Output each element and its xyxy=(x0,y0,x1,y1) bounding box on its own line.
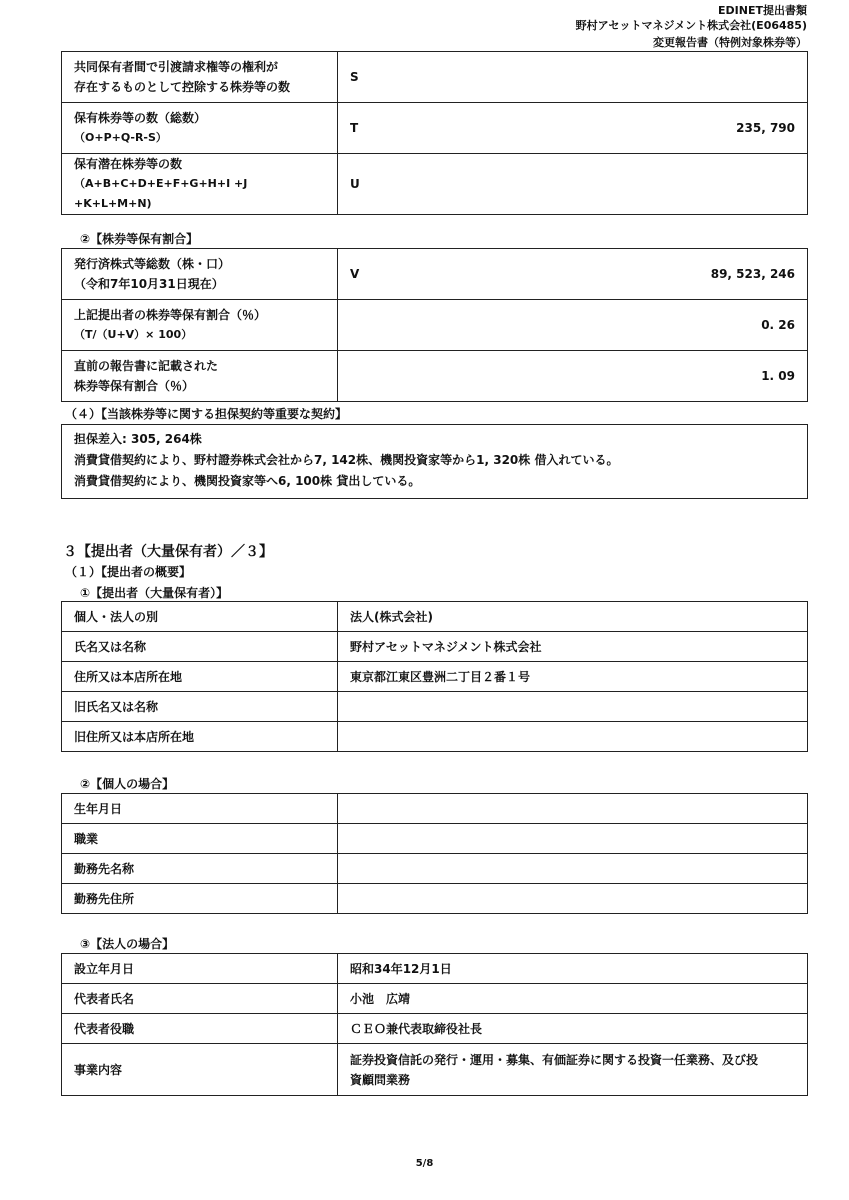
filer-table xyxy=(61,601,808,752)
row-value-cell xyxy=(338,249,808,300)
filer-overview-heading: （１）【提出者の概要】 xyxy=(65,565,192,579)
filer-heading: ①【提出者（大量保有者）】 xyxy=(80,586,229,600)
row-value-cell xyxy=(338,103,808,154)
holdings-table xyxy=(61,51,808,215)
row-value xyxy=(338,824,808,854)
row-label: 保有株券等の数（総数） （O+P+Q-R-S） xyxy=(62,103,338,154)
table-row xyxy=(62,249,808,300)
contracts-box xyxy=(61,424,808,499)
row-label: 共同保有者間で引渡請求権等の権利が 存在するものとして控除する株券等の数 xyxy=(62,52,338,103)
header-doc-type: EDINET提出書類 xyxy=(718,4,807,17)
table-row xyxy=(62,884,808,914)
contract-line: 消費貸借契約により、機関投資家等へ6, 100株 貸出している。 xyxy=(74,474,421,488)
row-value: 89, 523, 246 xyxy=(710,267,795,281)
row-label: 代表者役職 xyxy=(62,1014,338,1044)
row-label: 勤務先住所 xyxy=(62,884,338,914)
header-report-type: 変更報告書（特例対象株券等） xyxy=(653,36,807,49)
table-row xyxy=(62,662,808,692)
table-row xyxy=(62,52,808,103)
table-row xyxy=(62,351,808,402)
filer-section-title: ３【提出者（大量保有者）／３】 xyxy=(63,544,273,560)
table-row xyxy=(62,1044,808,1096)
table-row xyxy=(62,854,808,884)
row-value xyxy=(338,722,808,752)
row-code: V xyxy=(350,267,360,281)
table-row xyxy=(62,300,808,351)
row-label: 旧氏名又は名称 xyxy=(62,692,338,722)
header-company: 野村アセットマネジメント株式会社(E06485) xyxy=(575,19,807,32)
row-value: 小池 広靖 xyxy=(338,984,808,1014)
row-label: 旧住所又は本店所在地 xyxy=(62,722,338,752)
row-label: 生年月日 xyxy=(62,794,338,824)
individual-heading: ②【個人の場合】 xyxy=(80,777,175,791)
row-value: 0. 26 xyxy=(338,300,808,351)
row-value: 235, 790 xyxy=(736,121,795,135)
table-row xyxy=(62,722,808,752)
row-value: 東京都江東区豊洲二丁目２番１号 xyxy=(338,662,808,692)
row-value-cell xyxy=(338,154,808,215)
table-row xyxy=(62,984,808,1014)
table-row xyxy=(62,154,808,215)
row-label: 氏名又は名称 xyxy=(62,632,338,662)
table-row xyxy=(62,632,808,662)
table-row xyxy=(62,692,808,722)
row-label: 事業内容 xyxy=(62,1044,338,1096)
row-label: 発行済株式等総数（株・口） （令和7年10月31日現在） xyxy=(62,249,338,300)
ownership-ratio-table xyxy=(61,248,808,402)
row-label: 代表者氏名 xyxy=(62,984,338,1014)
row-value: 野村アセットマネジメント株式会社 xyxy=(338,632,808,662)
individual-table xyxy=(61,793,808,914)
corporate-heading: ③【法人の場合】 xyxy=(80,937,175,951)
row-code: U xyxy=(350,177,360,191)
row-value: 法人(株式会社) xyxy=(338,602,808,632)
table-row xyxy=(62,954,808,984)
row-value: 1. 09 xyxy=(338,351,808,402)
corporate-table xyxy=(61,953,808,1096)
table-row xyxy=(62,794,808,824)
row-label: 職業 xyxy=(62,824,338,854)
row-label: 設立年月日 xyxy=(62,954,338,984)
row-code: S xyxy=(350,70,359,84)
row-value: 証券投資信託の発行・運用・募集、有価証券に関する投資一任業務、及び投 資顧問業務 xyxy=(338,1044,808,1096)
row-label: 直前の報告書に記載された 株券等保有割合（％） xyxy=(62,351,338,402)
contract-line: 消費貸借契約により、野村證券株式会社から7, 142株、機関投資家等から1, 320株 借入れている。 xyxy=(74,453,619,467)
row-value: ＣＥＯ兼代表取締役社長 xyxy=(338,1014,808,1044)
row-label: 上記提出者の株券等保有割合（％） （T/（U+V）× 100） xyxy=(62,300,338,351)
row-value-cell xyxy=(338,52,808,103)
row-value xyxy=(338,884,808,914)
page-number: 5/8 xyxy=(415,1158,434,1169)
row-value xyxy=(338,854,808,884)
row-value: 昭和34年12月1日 xyxy=(338,954,808,984)
row-label: 個人・法人の別 xyxy=(62,602,338,632)
table-row xyxy=(62,602,808,632)
row-label: 住所又は本店所在地 xyxy=(62,662,338,692)
row-label: 保有潜在株券等の数 （A+B+C+D+E+F+G+H+I +J +K+L+M+N) xyxy=(62,154,338,215)
row-value xyxy=(338,692,808,722)
row-label: 勤務先名称 xyxy=(62,854,338,884)
contracts-heading: （４）【当該株券等に関する担保契約等重要な契約】 xyxy=(65,407,348,421)
row-value xyxy=(338,794,808,824)
table-row xyxy=(62,824,808,854)
table-row xyxy=(62,103,808,154)
ownership-ratio-heading: ②【株券等保有割合】 xyxy=(80,232,199,246)
contract-line: 担保差入: 305, 264株 xyxy=(74,432,202,446)
row-code: T xyxy=(350,121,359,135)
table-row xyxy=(62,1014,808,1044)
